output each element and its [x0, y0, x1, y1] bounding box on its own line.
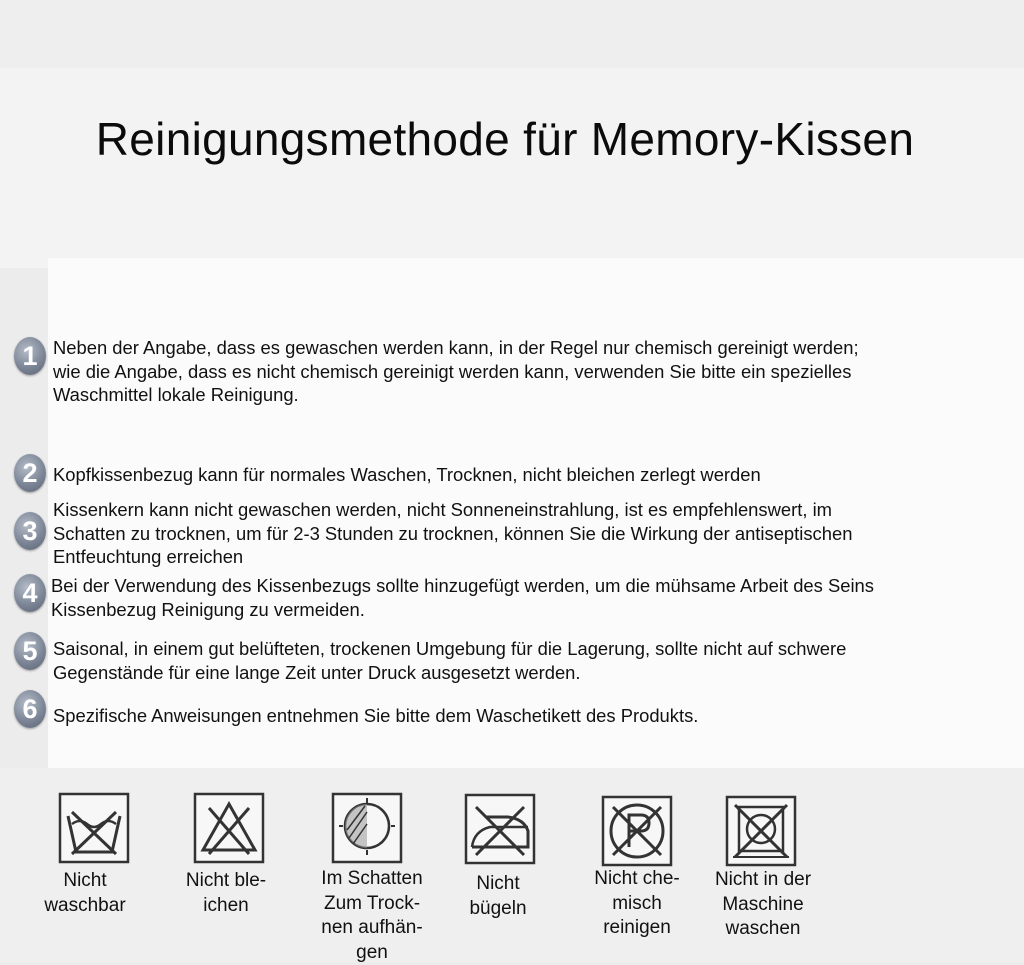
- instruction-line: wie die Angabe, dass es nicht chemisch gereinigt werden kann, verwenden Sie bitte ein spezielles: [53, 360, 1003, 384]
- instruction-line: Kopfkissenbezug kann für normales Waschen, Trocknen, nicht bleichen zerlegt werden: [53, 463, 1003, 487]
- care-label-line: Nicht che-: [572, 867, 702, 892]
- instruction-line: Spezifische Anweisungen entnehmen Sie bitte dem Waschetikett des Produkts.: [53, 704, 1003, 728]
- care-label-no-bleach: [161, 869, 291, 918]
- no-machine-wash-icon: [725, 795, 797, 867]
- instruction-line: Waschmittel lokale Reinigung.: [53, 383, 1003, 407]
- instruction-text-4: [51, 574, 1001, 621]
- care-label-line: ichen: [161, 894, 291, 919]
- no-bleach-icon: [193, 792, 265, 864]
- instruction-text-3: [53, 498, 1003, 569]
- care-label-line: Nicht in der: [698, 868, 828, 893]
- instruction-line: Kissenkern kann nicht gewaschen werden, nicht Sonneneinstrahlung, ist es empfehlenswert, im: [53, 498, 1003, 522]
- number-badge-4: 4: [14, 574, 46, 612]
- care-label-line: misch: [572, 892, 702, 917]
- care-label-line: reinigen: [572, 916, 702, 941]
- number-badge-5: 5: [14, 632, 46, 670]
- care-label-no-dry-clean: [572, 867, 702, 941]
- instruction-text-6: [53, 704, 1003, 728]
- care-label-line: waschbar: [20, 894, 150, 919]
- background-title-band: [0, 68, 1024, 268]
- instruction-text-5: [53, 637, 1003, 684]
- care-label-line: Maschine: [698, 893, 828, 918]
- no-dry-clean-icon: [601, 795, 673, 867]
- no-wash-icon: [58, 792, 130, 864]
- care-label-shade-dry: [307, 867, 437, 965]
- instruction-line: Schatten zu trocknen, um für 2-3 Stunden zu trocknen, können Sie die Wirkung der antiseptischen: [53, 522, 1003, 546]
- care-label-line: waschen: [698, 917, 828, 942]
- instruction-line: Entfeuchtung erreichen: [53, 545, 1003, 569]
- care-label-line: Im Schatten: [307, 867, 437, 892]
- instruction-line: Bei der Verwendung des Kissenbezugs sollte hinzugefügt werden, um die mühsame Arbeit des Seins: [51, 574, 1001, 598]
- instruction-line: Kissenbezug Reinigung zu vermeiden.: [51, 598, 1001, 622]
- care-label-line: Zum Trock-: [307, 892, 437, 917]
- number-badge-6: 6: [14, 690, 46, 728]
- care-label-line: Nicht: [20, 869, 150, 894]
- background-top: [0, 0, 1024, 68]
- number-badge-3: 3: [14, 512, 46, 550]
- page-title: Reinigungsmethode für Memory-Kissen: [0, 112, 1010, 166]
- care-label-line: gen: [307, 941, 437, 965]
- care-label-line: Nicht: [433, 872, 563, 897]
- instruction-line: Neben der Angabe, dass es gewaschen werden kann, in der Regel nur chemisch gereinigt werden;: [53, 336, 1003, 360]
- no-iron-icon: [464, 793, 536, 865]
- care-label-no-machine-wash: [698, 868, 828, 942]
- instruction-line: Saisonal, in einem gut belüfteten, trockenen Umgebung für die Lagerung, sollte nicht auf schwere: [53, 637, 1003, 661]
- number-badge-1: 1: [14, 337, 46, 375]
- care-label-line: Nicht ble-: [161, 869, 291, 894]
- care-label-no-wash: [20, 869, 150, 918]
- number-badge-2: 2: [14, 454, 46, 492]
- care-label-line: bügeln: [433, 897, 563, 922]
- instruction-line: Gegenstände für eine lange Zeit unter Druck ausgesetzt werden.: [53, 661, 1003, 685]
- instruction-text-2: [53, 463, 1003, 487]
- shade-dry-icon: [331, 792, 403, 864]
- care-label-no-iron: [433, 872, 563, 921]
- instruction-text-1: [53, 336, 1003, 407]
- care-label-line: nen aufhän-: [307, 916, 437, 941]
